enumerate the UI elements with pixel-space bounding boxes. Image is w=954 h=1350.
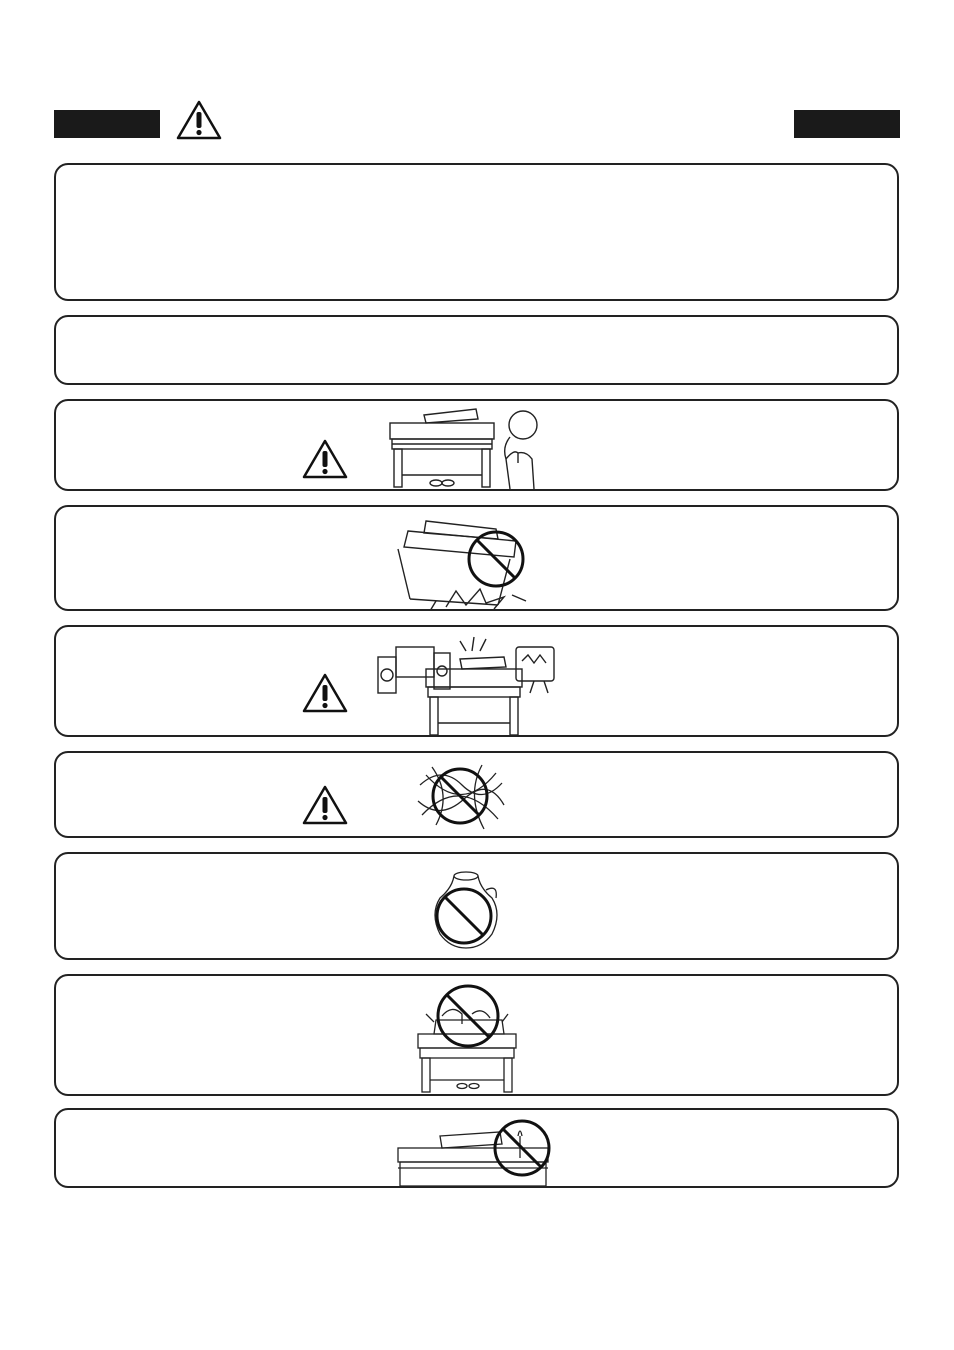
- prohibition-circle-icon: [433, 769, 487, 823]
- notice-panel-interference: [54, 625, 899, 737]
- warning-triangle-icon: [300, 783, 350, 827]
- notice-panel-summary: [54, 315, 899, 385]
- prohibition-circle-icon: [469, 532, 523, 586]
- piano-with-candle-illustration: [390, 1112, 560, 1188]
- header-black-block-right: [794, 110, 900, 138]
- notice-panel-no-tipping: [54, 505, 899, 611]
- notice-panel-no-liquids: [54, 852, 899, 960]
- header-black-block-left: [54, 110, 160, 138]
- piano-with-finger-illustration: [386, 403, 546, 491]
- piano-with-object-on-top-illustration: [412, 980, 524, 1094]
- tangled-cord-illustration: [412, 755, 508, 837]
- warning-triangle-icon: [300, 671, 350, 715]
- notice-panel-no-tangled-cords: [54, 751, 899, 838]
- notice-panel-no-heavy-objects: [54, 974, 899, 1096]
- notice-panel-power-off: [54, 399, 899, 491]
- piano-near-electronics-illustration: [374, 631, 564, 737]
- notice-panel-intro: [54, 163, 899, 301]
- vase-illustration: [426, 864, 506, 950]
- notice-panel-no-open-flame: [54, 1108, 899, 1188]
- warning-triangle-icon: [175, 99, 223, 141]
- warning-triangle-icon: [300, 437, 350, 481]
- tipping-piano-illustration: [386, 509, 546, 611]
- prohibition-circle-icon: [437, 889, 491, 943]
